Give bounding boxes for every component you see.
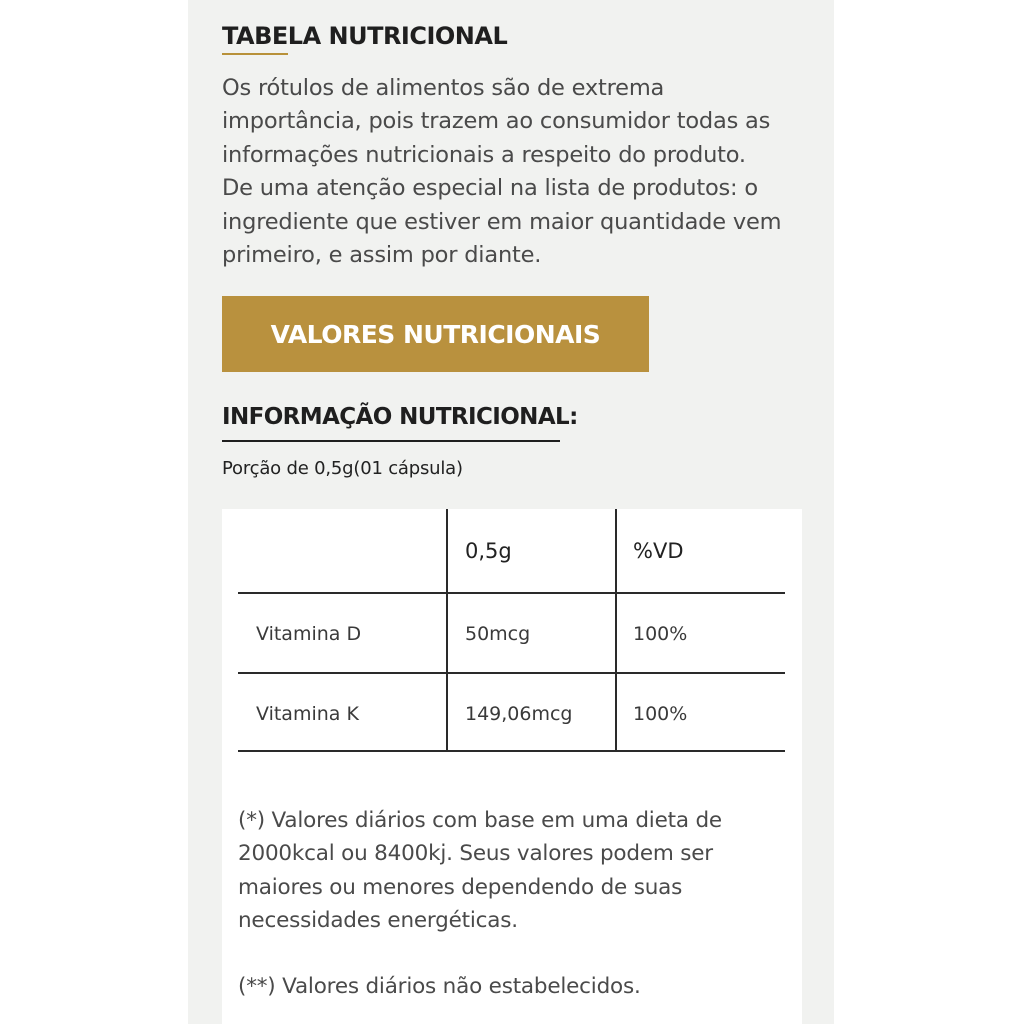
- intro-paragraph: [222, 72, 822, 272]
- banner-label: VALORES NUTRICIONAIS: [270, 319, 601, 349]
- table-row-divider: [238, 750, 785, 752]
- table-row-divider: [238, 672, 785, 674]
- table-column-divider: [615, 509, 617, 751]
- section-title: TABELA NUTRICIONAL: [222, 22, 508, 50]
- footnote-line: (*) Valores diários com base em uma dieta de: [238, 808, 722, 833]
- footnote-not-established: (**) Valores diários não estabelecidos.: [238, 974, 641, 999]
- portion-text: Porção de 0,5g(01 cápsula): [222, 458, 463, 479]
- footnote-line: maiores ou menores dependendo de suas: [238, 874, 683, 900]
- intro-line: ingrediente que estiver em maior quantidade vem: [222, 208, 782, 235]
- table-header-vd: %VD: [633, 539, 684, 563]
- table-cell-amount: 149,06mcg: [465, 703, 573, 725]
- intro-line: Os rótulos de alimentos são de extrema: [222, 75, 665, 101]
- nutrition-info-title: INFORMAÇÃO NUTRICIONAL:: [222, 404, 578, 430]
- footnote-line: necessidades energéticas.: [238, 908, 518, 934]
- nutritional-values-banner: [222, 296, 649, 372]
- table-cell-vd: 100%: [633, 623, 688, 645]
- nutrition-info-underline: [222, 440, 560, 442]
- table-column-divider: [446, 509, 448, 751]
- table-row-divider: [238, 592, 785, 594]
- title-accent-underline: [222, 53, 288, 55]
- intro-line: primeiro, e assim por diante.: [222, 242, 542, 269]
- footnote-line: 2000kcal ou 8400kj. Seus valores podem ser: [238, 841, 713, 867]
- footnote-daily-values: [238, 804, 722, 938]
- table-cell-name: Vitamina D: [256, 623, 362, 645]
- table-cell-name: Vitamina K: [256, 703, 359, 725]
- intro-line: informações nutricionais a respeito do produto.: [222, 141, 746, 168]
- table-header-amount: 0,5g: [465, 539, 512, 563]
- intro-line: importância, pois trazem ao consumidor todas as: [222, 108, 771, 135]
- table-cell-vd: 100%: [633, 703, 688, 725]
- table-cell-amount: 50mcg: [465, 623, 531, 645]
- intro-line: De uma atenção especial na lista de produtos: o: [222, 175, 758, 202]
- nutrition-table: [222, 509, 802, 1024]
